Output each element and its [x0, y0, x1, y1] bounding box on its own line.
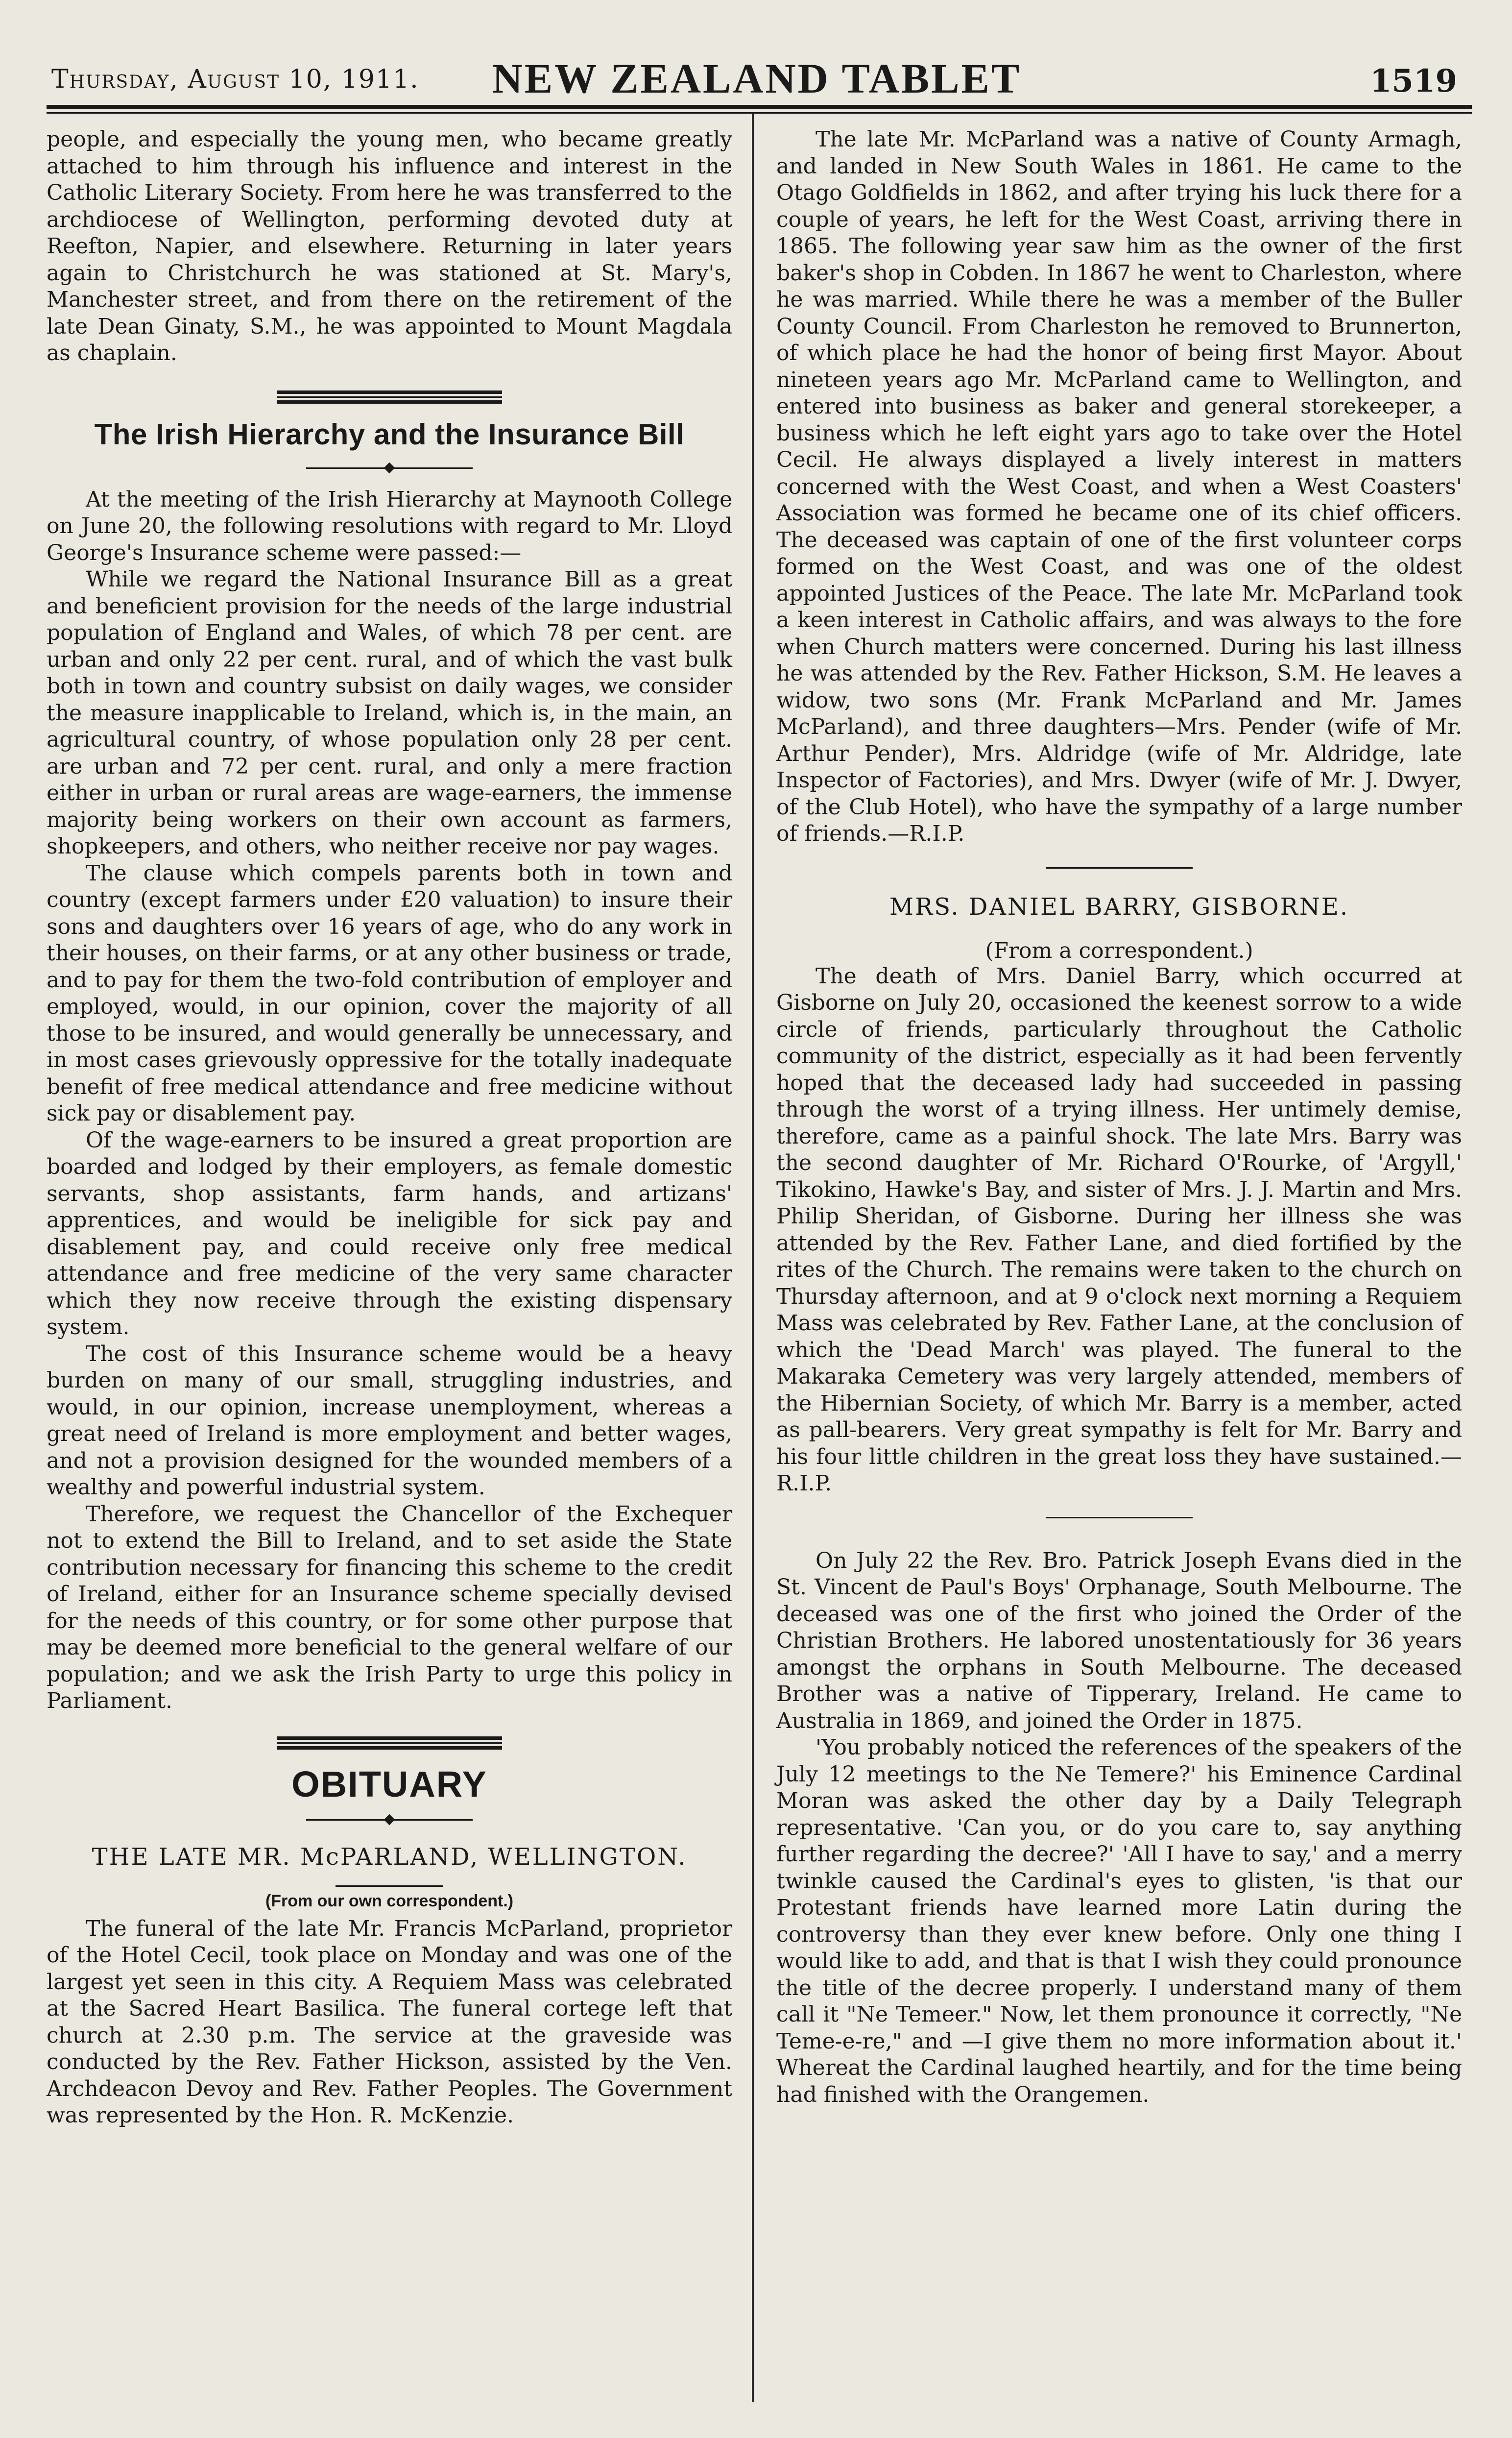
article-paragraph: The late Mr. McParland was a native of County Armagh, and landed in New South Wales in 1861. He came to the Otago Goldfields in 1862, and after trying his luck there for a couple of years, he left for the West Coast, arriving there in 1865. The following year saw him as the owner of the first baker's shop in Cobden. In 1867 he went to Charleston, where he was married. While there he was a member of the Buller County Council. From Charleston he removed to Brunnerton, of which place he had the honor of being first Mayor. About nineteen years ago Mr. McParland came to Wellington, and entered into business as baker and general storekeeper, a business which he left eight yars ago to take over the Hotel Cecil. He always displayed a lively interest in matters concerned with the West Coast, and when a West Coasters' Association was formed he became one of its chief officers. The deceased was captain of one of the first volunteer corps formed on the West Coast, and was one of the oldest appointed Justices of the Peace. The late Mr. McParland took a keen interest in Catholic affairs, and was always to the fore when Church matters were concerned. During his last illness he was attended by the Rev. Father Hickson, S.M. He leaves a widow, two sons (Mr. Frank McParland and Mr. James McParland), and three daughters—Mrs. Pender (wife of Mr. Arthur Pender), Mrs. Aldridge (wife of Mr. Aldridge, late Inspector of Factories), and Mrs. Dwyer (wife of Mr. J. Dwyer, of the Club Hotel), who have the sympathy of a large number of friends.—R.I.P. — [776, 127, 1462, 846]
barry-byline: (From a correspondent.) — [985, 938, 1253, 963]
article-paragraph: At the meeting of the Irish Hierarchy at Maynooth College on June 20, the following resolutions with regard to Mr. Lloyd George's Insurance scheme were passed:— — [47, 487, 732, 565]
barry-subhead: MRS. DANIEL BARRY, GISBORNE. — [889, 893, 1349, 921]
article-paragraph: The death of Mrs. Daniel Barry, which occurred at Gisborne on July 20, occasioned the keenest sorrow to a wide circle of friends, particularly throughout the Catholic community of the district, especially as it had been fervently hoped that the deceased lady had succeeded in passing through the worst of a trying illness. Her untimely demise, therefore, came as a painful shock. The late Mrs. Barry was the second daughter of Mr. Richard O'Rourke, of 'Argyll,' Tikokino, Hawke's Bay, and sister of Mrs. J. J. Martin and Mrs. Philip Sheridan, of Gisborne. During her illness she was attended by the Rev. Father Lane, and died fortified by the rites of the Church. The remains were taken to the church on Thursday afternoon, and at 9 o'clock next morning a Requiem Mass was celebrated by Rev. Father Lane, at the conclusion of which the 'Dead March' was played. The funeral to the Makaraka Cemetery was very largely attended, members of the Hibernian Society, of which Mr. Barry is a member, acted as pall-bearers. Very great sympathy is felt for Mr. Barry and his four little children in the great loss they have sustained.—R.I.P. — [776, 963, 1462, 1496]
article-paragraph: Therefore, we request the Chancellor of the Exchequer not to extend the Bill to Ireland, and to set aside the State contribution necessary for financing this scheme to the credit of Ireland, either for an Insurance scheme specially devised for the needs of this country, or for some other purpose that may be deemed more beneficial to the general welfare of our population; and we ask the Irish Party to urge this policy in Parliament. — [47, 1501, 732, 1713]
article-paragraph: 'You probably noticed the references of the speakers of the July 12 meetings to the Ne Temere?' his Eminence Cardinal Moran was asked the other day by a Daily Telegraph representative. 'Can you, or do you care to, say anything further regarding the decree?' 'All I have to say,' and a merry twinkle caused the Cardinal's eyes to glisten, 'is that our Protestant friends have learned more Latin during the controversy than they ever knew before. Only one thing I would like to add, and that is that I wish they could pronounce the title of the decree properly. I understand many of them call it "Ne Temeer." Now, let them pronounce it correctly, "Ne Teme-e-re," and —I give them no more information about it.' Whereat the Cardinal laughed heartily, and for the time being had finished with the Orangemen. — [776, 1735, 1462, 2107]
article-paragraph: The cost of this Insurance scheme would be a heavy burden on many of our small, struggling industries, and would, in our opinion, increase unemployment, whereas a great need of Ireland is more employment and better wages, and not a provision designed for the wounded members of a wealthy and powerful industrial system. — [47, 1341, 732, 1500]
intro-paragraph: people, and especially the young men, who became greatly attached to him through his influence and interest in the Catholic Literary Society. From here he was transferred to the archdiocese of Wellington, performing devoted duty at Reefton, Napier, and elsewhere. Returning in later years again to Christchurch he was stationed at St. Mary's, Manchester street, and from there on the retirement of the late Dean Ginaty, S.M., he was appointed to Mount Magdala as chaplain. — [47, 127, 732, 366]
article-paragraph: The clause which compels parents both in town and country (except farmers under £20 valuation) to insure their sons and daughters over 16 years of age, who do any work in their houses, on their farms, or at any other business or trade, and to pay for them the two-fold contribution of employer and employed, would, in our opinion, cover the majority of all those to be insured, and would generally be unnecessary, and in most cases grievously oppressive for the totally inadequate benefit of free medical attendance and free medicine without sick pay or disablement pay. — [47, 860, 732, 1126]
article-paragraph: The funeral of the late Mr. Francis McParland, proprietor of the Hotel Cecil, took place on Monday and was one of the largest yet seen in this city. A Requiem Mass was celebrated at the Sacred Heart Basilica. The funeral cortege left that church at 2.30 p.m. The service at the graveside was conducted by the Rev. Father Hickson, assisted by the Ven. Archdeacon Devoy and Rev. Father Peoples. The Government was represented by the Hon. R. McKenzie. — [47, 1916, 732, 2128]
section-separator — [277, 390, 502, 404]
article-paragraph: While we regard the National Insurance Bill as a great and beneficient provision for the needs of the large industrial population of England and Wales, of which 78 per cent. are urban and only 22 per cent. rural, and of which the vast bulk both in town and country subsist on daily wages, we consider the measure inapplicable to Ireland, which is, in the main, an agricultural country, of whose population only 28 per cent. are urban and 72 per cent. rural, and only a mere fraction either in urban or rural areas are wage-earners, the immense majority being workers on their own account as farmers, shopkeepers, and others, who neither receive nor pay wages. — [47, 567, 732, 859]
diamond-rule — [306, 462, 473, 474]
obituary-byline: (From our own correspondent.) — [265, 1891, 514, 1910]
header-rule-thick — [47, 105, 1472, 109]
diamond-rule — [306, 1814, 473, 1826]
article-paragraph: Of the wage-earners to be insured a great proportion are boarded and lodged by their employers, as female domestic servants, shop assistants, farm hands, and artizans' apprentices, and would be ineligible for sick pay and disablement pay, and could receive only free medical attendance and free medicine of the very same character which they now receive through the existing dispensary system. — [47, 1127, 732, 1340]
left-column — [47, 126, 732, 2129]
header-rule-thin — [47, 112, 1472, 114]
article-paragraph: On July 22 the Rev. Bro. Patrick Joseph Evans died in the St. Vincent de Paul's Boys' Orphanage, South Melbourne. The deceased was one of the first who joined the Order of the Christian Brothers. He labored unostentatiously for 36 years amongst the orphans in South Melbourne. The deceased Brother was a native of Tipperary, Ireland. He came to Australia in 1869, and joined the Order in 1875. — [776, 1548, 1462, 1733]
page-number: 1519 — [1369, 63, 1457, 99]
issue-date: Thursday, August 10, 1911. — [51, 65, 419, 94]
page-header — [47, 54, 1467, 108]
column-divider — [752, 114, 754, 2402]
section-separator — [277, 1736, 502, 1750]
mcparland-subhead: THE LATE MR. McPARLAND, WELLINGTON. — [92, 1843, 687, 1871]
right-column — [776, 126, 1462, 2108]
insurance-headline: The Irish Hierarchy and the Insurance Bill — [94, 417, 685, 451]
obituary-section-title: OBITUARY — [291, 1763, 487, 1804]
masthead-title: NEW ZEALAND TABLET — [492, 55, 1022, 102]
